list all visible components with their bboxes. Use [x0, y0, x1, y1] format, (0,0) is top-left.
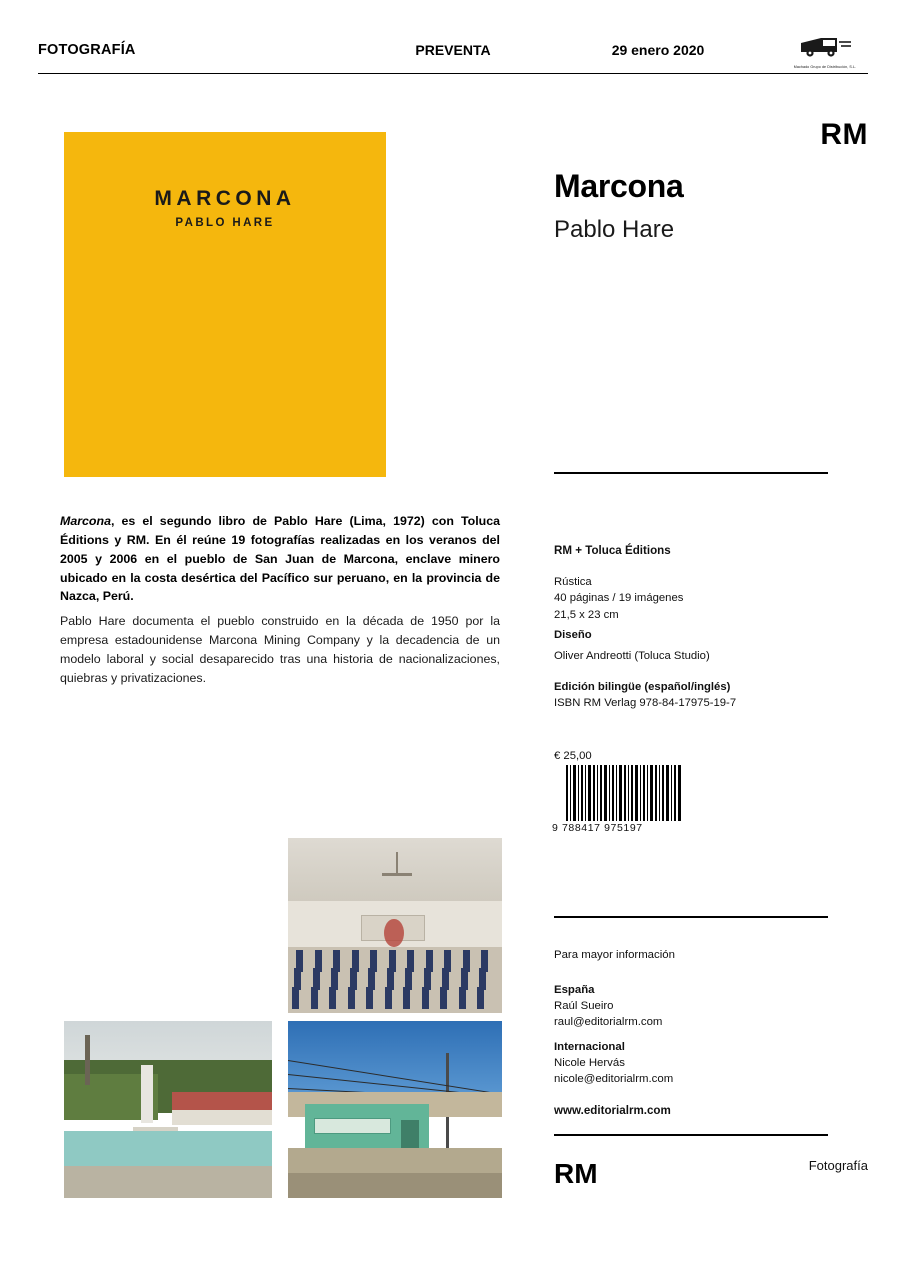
distributor-logo: [748, 30, 868, 69]
meta-publisher: RM + Toluca Éditions: [554, 544, 671, 557]
photo1-fan-rod: [396, 852, 398, 873]
publisher-mark: RM: [820, 118, 868, 151]
divider-top: [554, 472, 828, 474]
photo1-chairs: [292, 947, 497, 1010]
divider-middle: [554, 916, 828, 918]
book-title: Marcona: [554, 168, 684, 204]
photo3-road: [288, 1173, 502, 1198]
cover-author: PABLO HARE: [175, 217, 275, 229]
photo3-sign: [314, 1118, 391, 1134]
meta-isbn: ISBN RM Verlag 978-84-17975-19-7: [554, 697, 737, 709]
contact-info-label: Para mayor información: [554, 949, 675, 961]
logo-company-name: Machado Grupo de Distribución, S.L.: [793, 65, 857, 69]
blurb-lead-italic: Marcona: [60, 514, 111, 528]
cover-title: MARCONA: [154, 187, 296, 210]
photo-green-building: [288, 1021, 502, 1198]
meta-edition-label: Edición bilingüe (español/inglés): [554, 681, 731, 693]
photo3-door: [401, 1120, 418, 1152]
contact-international-name: Nicole Hervás: [554, 1057, 625, 1069]
meta-binding: Rústica: [554, 576, 592, 588]
barcode-number: 9 788417 975197: [552, 822, 643, 834]
meta-size: 21,5 x 23 cm: [554, 608, 619, 621]
page-header: [38, 30, 868, 74]
meta-design-value: Oliver Andreotti (Toluca Studio): [554, 650, 710, 662]
photo2-palm-trunk: [85, 1035, 90, 1085]
photo1-ceiling-fan: [382, 873, 412, 876]
header-presale-label: PREVENTA: [415, 42, 491, 58]
contact-international-email[interactable]: nicole@editorialrm.com: [554, 1073, 674, 1085]
book-description: Pablo Hare documenta el pueblo construido en la década de 1950 por la empresa estadounidense Marcona Mining Company y la decadencia de un modelo laboral y social desaparecido tras una historia de nacionalizaciones, quiebras y privatizaciones.: [60, 614, 500, 685]
header-category: FOTOGRAFÍA: [38, 42, 136, 58]
photo1-emblem: [384, 919, 403, 947]
meta-price: € 25,00: [554, 750, 592, 762]
logo-box: [782, 32, 868, 69]
book-author: Pablo Hare: [554, 216, 675, 243]
book-cover-image: [64, 132, 386, 477]
meta-pages: 40 páginas / 19 imágenes: [554, 592, 684, 605]
footer-brand: RM: [554, 1158, 598, 1189]
footer-category: Fotografía: [808, 1158, 868, 1173]
photo-interior-hall: [288, 838, 502, 1013]
truck-logo-icon: [797, 32, 853, 58]
photo1-ceiling: [288, 838, 502, 901]
contact-international-label: Internacional: [554, 1041, 625, 1053]
photo2-pool: [64, 1131, 272, 1170]
photo-monument-pool: [64, 1021, 272, 1198]
photo2-statue: [141, 1065, 153, 1123]
book-blurb: [60, 512, 500, 606]
contact-spain-label: España: [554, 984, 595, 996]
barcode-image: [566, 765, 682, 821]
divider-bottom: [554, 1134, 828, 1136]
meta-design-label: Diseño: [554, 629, 592, 641]
meta-format: [554, 574, 854, 623]
website-link[interactable]: www.editorialrm.com: [554, 1104, 671, 1117]
contact-spain-name: Raúl Sueiro: [554, 1000, 614, 1012]
blurb-text: , es el segundo libro de Pablo Hare (Lima, 1972) con Toluca Éditions y RM. En él reúne 19 fotografías realizadas en los veranos del 2005 y 2006 en el pueblo de San Juan de Marcona, enclave minero ubicado en la costa desértica del Pacífico sur peruano, en la provincia de Nazca, Perú.: [60, 514, 500, 604]
photo2-white-wall: [172, 1110, 272, 1126]
header-date: 29 enero 2020: [611, 42, 705, 58]
photo2-ground: [64, 1166, 272, 1198]
contact-spain-email[interactable]: raul@editorialrm.com: [554, 1016, 663, 1028]
